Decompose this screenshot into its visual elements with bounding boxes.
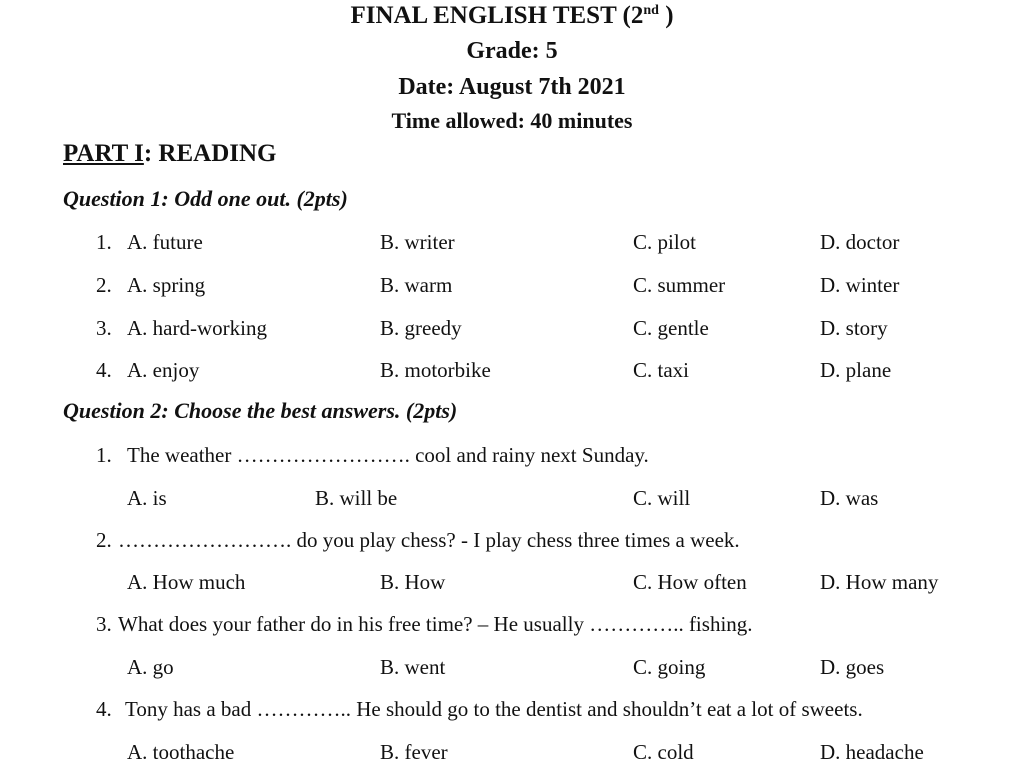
option-b: B. motorbike: [380, 358, 491, 382]
title-superscript: nd: [643, 3, 659, 18]
option-b: B. will be: [315, 486, 398, 510]
grade-line: Grade: 5: [466, 38, 558, 64]
option-d: D. headache: [820, 740, 924, 764]
option-d: D. goes: [820, 655, 885, 679]
option-a: A. toothache: [127, 740, 235, 764]
question-stem: Tony has a bad ………….. He should go to the dentist and shouldn’t eat a lot of sweets.: [125, 697, 863, 721]
question-1-heading: Question 1: Odd one out. (2pts): [63, 186, 348, 211]
time-allowed-line: Time allowed: 40 minutes: [391, 108, 633, 133]
date-line: Date: August 7th 2021: [398, 74, 626, 100]
option-a: A. How much: [127, 570, 246, 594]
part-heading: PART I: READING: [63, 140, 277, 167]
item-number: 4.: [96, 697, 112, 721]
option-d: D. was: [820, 486, 879, 510]
option-d: D. winter: [820, 273, 900, 297]
option-b: B. writer: [380, 230, 455, 254]
option-b: B. warm: [380, 273, 453, 297]
option-b: B. greedy: [380, 316, 462, 340]
option-a: A. future: [127, 230, 203, 254]
test-title: FINAL ENGLISH TEST (2nd ): [350, 2, 674, 29]
option-d: D. plane: [820, 358, 892, 382]
item-number: 2.: [96, 273, 112, 297]
item-number: 1.: [96, 230, 112, 254]
option-c: C. pilot: [633, 230, 697, 254]
item-number: 2.: [96, 528, 112, 552]
item-number: 3.: [96, 612, 112, 636]
option-d: D. doctor: [820, 230, 900, 254]
option-a: A. spring: [127, 273, 206, 297]
option-d: D. How many: [820, 570, 939, 594]
option-c: C. summer: [633, 273, 726, 297]
option-d: D. story: [820, 316, 888, 340]
option-c: C. taxi: [633, 358, 689, 382]
option-a: A. is: [127, 486, 167, 510]
option-a: A. enjoy: [127, 358, 200, 382]
option-c: C. How often: [633, 570, 747, 594]
question-2-heading: Question 2: Choose the best answers. (2pts): [63, 398, 458, 423]
question-stem: What does your father do in his free time? – He usually ………….. fishing.: [118, 612, 753, 636]
item-number: 1.: [96, 443, 112, 467]
item-number: 4.: [96, 358, 112, 382]
option-a: A. hard-working: [127, 316, 267, 340]
item-number: 3.: [96, 316, 112, 340]
question-stem: The weather ……………………. cool and rainy next Sunday.: [127, 443, 649, 467]
option-b: B. fever: [380, 740, 448, 764]
option-c: C. will: [633, 486, 691, 510]
option-b: B. How: [380, 570, 446, 594]
option-c: C. gentle: [633, 316, 709, 340]
option-c: C. cold: [633, 740, 694, 764]
option-a: A. go: [127, 655, 174, 679]
option-c: C. going: [633, 655, 706, 679]
question-stem: ……………………. do you play chess? - I play chess three times a week.: [118, 528, 740, 552]
option-b: B. went: [380, 655, 446, 679]
